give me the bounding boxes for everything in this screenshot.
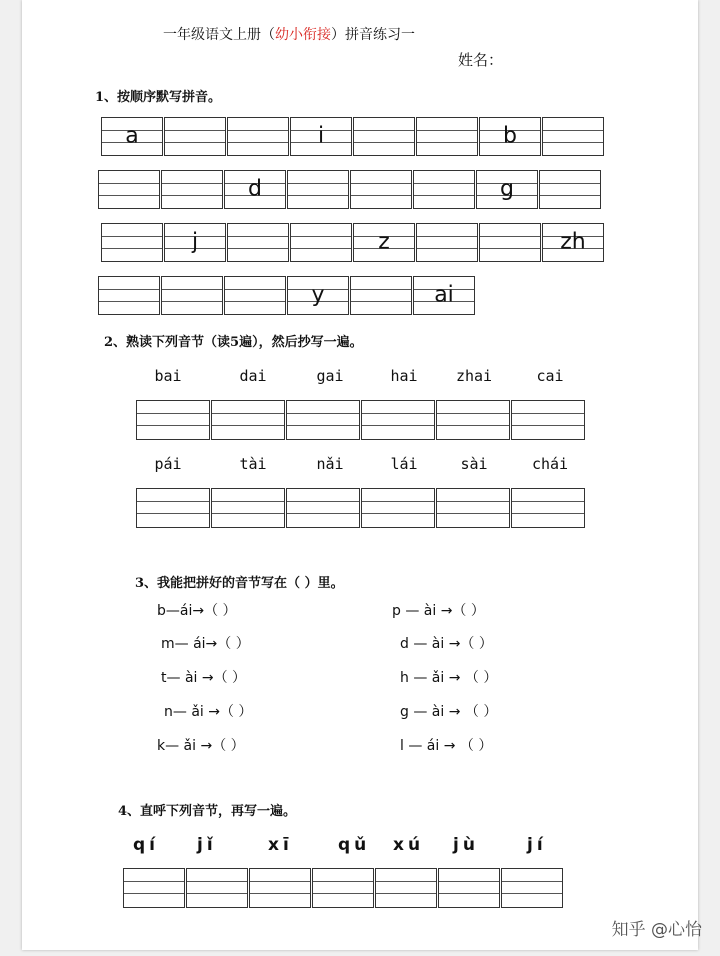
section-4-grid [123, 868, 564, 908]
writing-cell [436, 400, 510, 440]
writing-cell [249, 868, 311, 908]
syllable: jù [453, 835, 479, 855]
writing-cell [416, 117, 478, 156]
syllable: hai [390, 367, 418, 385]
syllable: nǎi [316, 455, 344, 473]
writing-cell [501, 868, 563, 908]
cell-letter: a [125, 122, 139, 148]
writing-cell [361, 488, 435, 528]
writing-cell [123, 868, 185, 908]
exercise-left: m— ái→（ ） [161, 636, 250, 652]
syllable: jí [527, 835, 547, 855]
cell-letter: d [248, 175, 262, 201]
writing-cell [98, 276, 160, 315]
exercise-left: n— ǎi →（ ） [164, 704, 253, 720]
writing-cell [353, 223, 415, 262]
cell-letter: i [317, 122, 325, 148]
writing-cell [98, 170, 160, 209]
writing-cell [164, 117, 226, 156]
writing-cell [227, 117, 289, 156]
writing-cell [511, 488, 585, 528]
cell-letter: z [378, 228, 390, 254]
section-4-heading: 4、直呼下列音节，再写一遍。 [118, 804, 297, 819]
cell-letter: j [191, 228, 199, 254]
exercise-right: p — ài →（ ） [392, 603, 485, 619]
syllable: lái [390, 455, 418, 473]
syllable: xī [268, 835, 293, 855]
syllable: xú [393, 835, 425, 855]
syllable: chái [531, 455, 569, 473]
writing-cell [539, 170, 601, 209]
writing-cell [161, 276, 223, 315]
writing-cell [476, 170, 538, 209]
writing-cell [375, 868, 437, 908]
section-1-heading: 1、按顺序默写拼音。 [95, 90, 222, 105]
writing-cell [186, 868, 248, 908]
section-1-row-3 [101, 223, 605, 262]
writing-cell [211, 488, 285, 528]
writing-cell [164, 223, 226, 262]
writing-cell [479, 117, 541, 156]
section-1-row-4 [98, 276, 476, 315]
writing-cell [136, 488, 210, 528]
writing-cell [511, 400, 585, 440]
writing-cell [290, 223, 352, 262]
section-1-row-1 [101, 117, 605, 156]
syllable: jǐ [197, 835, 217, 855]
name-label: 姓名： [458, 51, 504, 69]
cell-letter: ai [434, 281, 454, 307]
writing-cell [211, 400, 285, 440]
exercise-right: g — ài → （ ） [400, 704, 498, 720]
writing-cell [436, 488, 510, 528]
writing-cell [101, 223, 163, 262]
section-2-heading: 2、熟读下列音节（读5遍），然后抄写一遍。 [104, 335, 363, 350]
syllable: zhai [455, 367, 493, 385]
writing-cell [286, 488, 360, 528]
exercise-left: k— ǎi →（ ） [157, 738, 245, 754]
writing-cell [287, 276, 349, 315]
section-2-grid-1 [136, 400, 586, 440]
syllable: dai [239, 367, 267, 385]
writing-cell [438, 868, 500, 908]
section-1-row-2 [98, 170, 602, 209]
syllable: cai [536, 367, 564, 385]
cell-letter: b [503, 122, 517, 148]
writing-cell [224, 170, 286, 209]
writing-cell [287, 170, 349, 209]
exercise-left: t— ài →（ ） [161, 670, 247, 686]
syllable: bai [154, 367, 182, 385]
section-2-grid-2 [136, 488, 586, 528]
writing-cell [136, 400, 210, 440]
writing-cell [286, 400, 360, 440]
writing-cell [350, 276, 412, 315]
writing-cell [413, 276, 475, 315]
syllable: pái [154, 455, 182, 473]
writing-cell [312, 868, 374, 908]
writing-cell [542, 223, 604, 262]
writing-cell [361, 400, 435, 440]
syllable: tài [239, 455, 267, 473]
writing-cell [290, 117, 352, 156]
syllable: qǔ [338, 835, 371, 855]
exercise-right: l — ái → （ ） [400, 738, 493, 754]
writing-cell [542, 117, 604, 156]
writing-cell [161, 170, 223, 209]
writing-cell [101, 117, 163, 156]
exercise-left: b—ái→（ ） [157, 603, 237, 619]
writing-cell [227, 223, 289, 262]
cell-letter: zh [560, 228, 586, 254]
writing-cell [224, 276, 286, 315]
writing-cell [350, 170, 412, 209]
writing-cell [479, 223, 541, 262]
cell-letter: y [311, 281, 325, 307]
page-title: 一年级语文上册（幼小衔接）拼音练习一 [163, 27, 415, 43]
writing-cell [353, 117, 415, 156]
syllable: gai [316, 367, 344, 385]
section-3-heading: 3、我能把拼好的音节写在（ ）里。 [135, 576, 344, 591]
syllable: sài [460, 455, 488, 473]
exercise-right: h — ǎi → （ ） [400, 670, 498, 686]
writing-cell [416, 223, 478, 262]
syllable: qí [133, 835, 159, 855]
cell-letter: g [500, 175, 514, 201]
exercise-right: d — ài →（ ） [400, 636, 493, 652]
watermark: 知乎 @心怡 [611, 920, 702, 940]
writing-cell [413, 170, 475, 209]
